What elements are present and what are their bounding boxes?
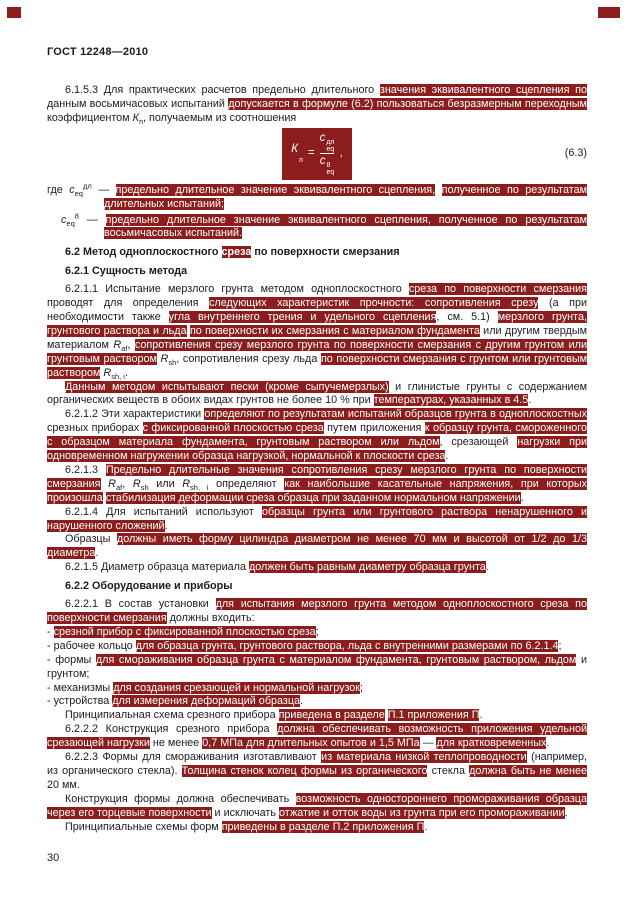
- text-segment: или: [148, 477, 183, 490]
- text-segment: , получаемым из соотношения: [143, 111, 297, 124]
- text-segment: 6.2.2.1 В состав установки: [65, 598, 216, 611]
- highlighted-text: температурах, указанных в 4.5: [373, 394, 529, 407]
- highlighted-text: приведены в разделе П.2 приложения П: [221, 820, 425, 833]
- text-segment: R: [108, 477, 116, 490]
- text-segment: 6.2.2.2 Конструкция срезного прибора: [65, 723, 278, 736]
- paragraph: [47, 561, 587, 575]
- highlighted-text: Данным методом испытывают пески (кроме сыпучемерзлых): [65, 380, 389, 393]
- paragraph: [47, 709, 587, 723]
- equation-number: (6.3): [564, 146, 587, 159]
- text-segment: 6.2 Метод одноплоскостного: [65, 246, 222, 259]
- text-segment: .: [95, 547, 99, 560]
- list-item: [47, 626, 587, 640]
- highlighted-text: образцы грунта или грунтового раствора ненарушенного и нарушенного сложений: [47, 505, 587, 532]
- text-segment: определяют: [208, 477, 285, 490]
- text-segment: 6.2.1 Сущность метода: [65, 265, 188, 278]
- formula-expression: К п = с дл eq с 8 eq ,: [282, 128, 351, 180]
- text-segment: .: [424, 820, 428, 833]
- highlighted-text: для создания срезающей и нормальной нагрузок: [113, 681, 361, 694]
- highlighted-text: полученное по результатам длительных испытаний;: [104, 183, 587, 210]
- paragraph: [47, 283, 587, 380]
- highlighted-text: среза по поверхности смерзания: [408, 283, 588, 296]
- text-segment: Принципиальные схемы форм: [65, 820, 222, 833]
- highlighted-text: из материала низкой теплопроводности: [321, 751, 527, 764]
- text-segment: (а при необходимости также: [47, 297, 587, 323]
- text-segment: с: [69, 183, 75, 196]
- highlighted-text: приведена в разделе: [278, 709, 385, 722]
- highlighted-text: для испытания мерзлого грунта методом одноплоскостного среза по поверхности смерзания: [47, 598, 587, 624]
- text-segment: -: [47, 625, 54, 638]
- highlighted-text: должен быть равным диаметру образца грунта: [248, 561, 486, 574]
- highlighted-text: должна быть не менее: [469, 764, 587, 777]
- text-segment: , сопротивления срезу льда: [176, 352, 321, 365]
- section-heading: [47, 265, 587, 279]
- text-segment: sh: [168, 357, 177, 367]
- text-segment: ;: [360, 681, 364, 694]
- paragraph: [47, 408, 587, 464]
- text-segment: (например, из органического стекла).: [47, 751, 587, 777]
- text-segment: sh, i: [111, 371, 125, 381]
- text-segment: eq: [66, 218, 75, 228]
- highlighted-text: П.1 приложения П: [387, 709, 480, 722]
- text-segment: - механизмы: [47, 681, 114, 694]
- text-segment: [435, 184, 441, 196]
- highlighted-text: нагрузки при одновременном нагружении образца нагрузкой, нормальной к плоскости среза: [47, 436, 587, 463]
- paragraph: [47, 793, 587, 821]
- corner-mark-left-icon: [7, 7, 21, 18]
- text-segment: - рабочее кольцо: [47, 639, 136, 652]
- text-segment: Конструкция формы должна обеспечивать: [65, 792, 296, 805]
- paragraph: [47, 464, 587, 506]
- text-segment: где: [47, 183, 70, 196]
- list-item: [47, 682, 587, 696]
- highlighted-text: предельно длительное значение эквивалентного сцепления, полученное по результатам восьмичасовых испытаний.: [104, 213, 587, 240]
- text-segment: [101, 478, 109, 490]
- corner-mark-right-icon: [598, 7, 620, 18]
- text-segment: 20 мм.: [47, 778, 80, 791]
- text-segment: 6.2.1.2 Эти характеристики: [65, 408, 205, 421]
- text-segment: —: [78, 213, 106, 226]
- paragraph: [47, 533, 587, 561]
- list-item: [47, 695, 587, 709]
- text-segment: 6.1.5.3 Для практических расчетов предельно длительного: [65, 84, 380, 96]
- text-segment: R: [182, 477, 191, 490]
- definition-term: [47, 210, 587, 242]
- text-segment: , см. 5.1): [436, 310, 498, 323]
- text-segment: 6.2.1.3: [65, 463, 106, 476]
- text-segment: .: [485, 561, 489, 574]
- highlighted-text: срезной прибор с фиксированной плоскостью среза: [53, 625, 316, 638]
- text-segment: R: [160, 352, 169, 365]
- document-body: [47, 84, 587, 835]
- highlighted-text: для измерения деформаций образца: [112, 695, 301, 708]
- text-segment: sh, i: [190, 483, 209, 492]
- highlighted-text: с фиксированной плоскостью среза: [142, 422, 324, 435]
- section-heading: [47, 580, 587, 594]
- highlighted-text: Толщина стенок колец формы из органического: [181, 764, 428, 777]
- text-segment: или другим твердым материалом: [47, 324, 588, 351]
- text-segment: и глинистые грунты с содержанием органических веществ в обоих видах грунтов не более 10 % при: [47, 380, 587, 407]
- text-segment: .: [520, 491, 524, 504]
- text-segment: 6.2.2.3 Формы для смораживания изготавливают: [65, 751, 322, 764]
- text-segment: af: [115, 483, 123, 492]
- paragraph: [47, 381, 587, 409]
- definition-term: [47, 181, 587, 212]
- paragraph: [47, 84, 587, 126]
- highlighted-text: должна обеспечивать возможность приложения удельной срезающей нагрузки: [47, 723, 587, 750]
- text-segment: Принципиальная схема срезного прибора: [65, 709, 279, 722]
- text-segment: данным восьмичасовых испытаний: [47, 97, 229, 110]
- text-segment: R: [113, 338, 122, 351]
- text-segment: с: [61, 213, 67, 226]
- highlighted-text: отжатие и отток воды из грунта при его промораживании: [279, 806, 565, 819]
- text-segment: - устройства: [47, 695, 113, 708]
- text-segment: ,: [127, 338, 135, 351]
- text-segment: по поверхности смерзания: [251, 246, 400, 259]
- paragraph: [47, 821, 587, 835]
- highlighted-text: по поверхности их смерзания с материалом фундамента: [189, 324, 480, 337]
- text-segment: ;: [558, 639, 562, 652]
- text-segment: К: [132, 111, 139, 124]
- highlighted-text: среза: [221, 246, 252, 259]
- text-segment: 6.2.2 Оборудование и приборы: [65, 580, 233, 593]
- highlighted-text: возможность одностороннего промораживания образца через его торцевые поверхности: [47, 792, 588, 819]
- highlighted-text: для кратковременных: [436, 737, 547, 750]
- highlighted-text: определяют по результатам испытаний образцов грунта в одноплоскостных: [204, 408, 587, 421]
- highlighted-text: для образца грунта, грунтового раствора, льда с внутренними размерами по 6.2.1.4: [135, 639, 559, 652]
- text-segment: af: [121, 343, 128, 353]
- text-segment: —: [419, 737, 437, 750]
- text-segment: ;: [315, 625, 319, 638]
- highlighted-text: к образцу грунта, смороженного с образцом материала фундамента, грунтовым раствором или льдом: [47, 422, 587, 449]
- text-segment: не менее: [149, 737, 203, 750]
- text-segment: .: [479, 709, 483, 722]
- text-segment: и исключать: [211, 806, 279, 819]
- page-number: 30: [47, 852, 60, 864]
- text-segment: eq: [74, 188, 83, 198]
- text-segment: , срезающей: [439, 436, 518, 449]
- text-segment: .: [528, 394, 532, 407]
- text-segment: п: [138, 116, 144, 126]
- highlighted-text: должны иметь форму цилиндра диаметром не менее 70 мм и высотой от 1/2 до 1/3 диаметра: [47, 533, 587, 560]
- text-segment: sh: [140, 483, 149, 492]
- text-segment: стекла: [427, 764, 470, 777]
- text-segment: R: [132, 477, 141, 490]
- paragraph: [47, 506, 587, 534]
- text-segment: дл: [82, 181, 92, 191]
- highlighted-text: допускается в формуле (6.2) пользоваться безразмерным переходным: [228, 97, 587, 110]
- text-segment: коэффициентом: [47, 111, 133, 124]
- highlighted-text: предельно длительное значение эквивалентного сцепления,: [115, 183, 436, 196]
- paragraph: [47, 598, 587, 626]
- highlighted-text: следующих характеристик прочности: сопротивления срезу: [209, 297, 539, 310]
- page-header: ГОСТ 12248—2010: [47, 46, 149, 58]
- highlighted-text: по поверхности смерзания с грунтом или грунтовым раствором: [47, 352, 588, 379]
- text-segment: .: [124, 366, 128, 379]
- highlighted-text: 0,7 МПа для длительных опытов и 1,5 МПа: [202, 737, 420, 750]
- formula: [47, 130, 587, 178]
- text-segment: ,: [122, 477, 133, 490]
- highlighted-text: для смораживания образца грунта с материалом фундамента, грунтовым раствором, льдом: [95, 653, 577, 666]
- text-segment: .: [300, 695, 304, 708]
- text-segment: - формы: [47, 653, 96, 666]
- text-segment: срезных приборах: [47, 422, 143, 435]
- paragraph: [47, 751, 587, 793]
- section-heading: [47, 246, 587, 260]
- list-item: [47, 640, 587, 654]
- text-segment: 8: [74, 210, 79, 220]
- list-item: [47, 654, 587, 682]
- text-segment: и грунтом;: [47, 653, 587, 680]
- text-segment: 6.2.1.1 Испытание мерзлого грунта методом одноплоскостного: [65, 283, 409, 296]
- highlighted-text: мерзлого грунта, грунтового раствора и льда: [47, 310, 587, 337]
- highlighted-text: значения эквивалентного сцепления по: [379, 84, 587, 96]
- text-segment: R: [103, 366, 112, 379]
- text-segment: Образцы: [65, 533, 117, 546]
- highlighted-text: угла внутреннего трения и удельного сцепления: [168, 310, 437, 323]
- highlighted-text: Предельно длительные значения сопротивления срезу мерзлого грунта по поверхности смерзания: [47, 463, 587, 490]
- text-segment: 6.2.1.4 Для испытаний используют: [65, 505, 262, 518]
- text-segment: 6.2.1.5 Диаметр образца материала: [65, 561, 249, 574]
- highlighted-text: как наибольшие касательные напряжения, при которых произошла: [47, 477, 587, 504]
- text-segment: .: [564, 806, 568, 819]
- text-segment: .: [445, 450, 449, 463]
- highlighted-text: стабилизация деформации среза образца при заданном нормальном напряжении: [105, 491, 521, 504]
- text-segment: путем приложения: [323, 422, 425, 435]
- text-segment: .: [164, 519, 168, 532]
- paragraph: [47, 723, 587, 751]
- text-segment: должны входить:: [166, 612, 255, 624]
- text-segment: —: [91, 183, 116, 196]
- highlighted-text: сопротивления срезу мерзлого грунта по поверхности смерзания с другим грунтом или грунтовым раствором: [47, 338, 587, 365]
- text-segment: проводят для определения: [47, 297, 210, 310]
- text-segment: .: [546, 737, 550, 750]
